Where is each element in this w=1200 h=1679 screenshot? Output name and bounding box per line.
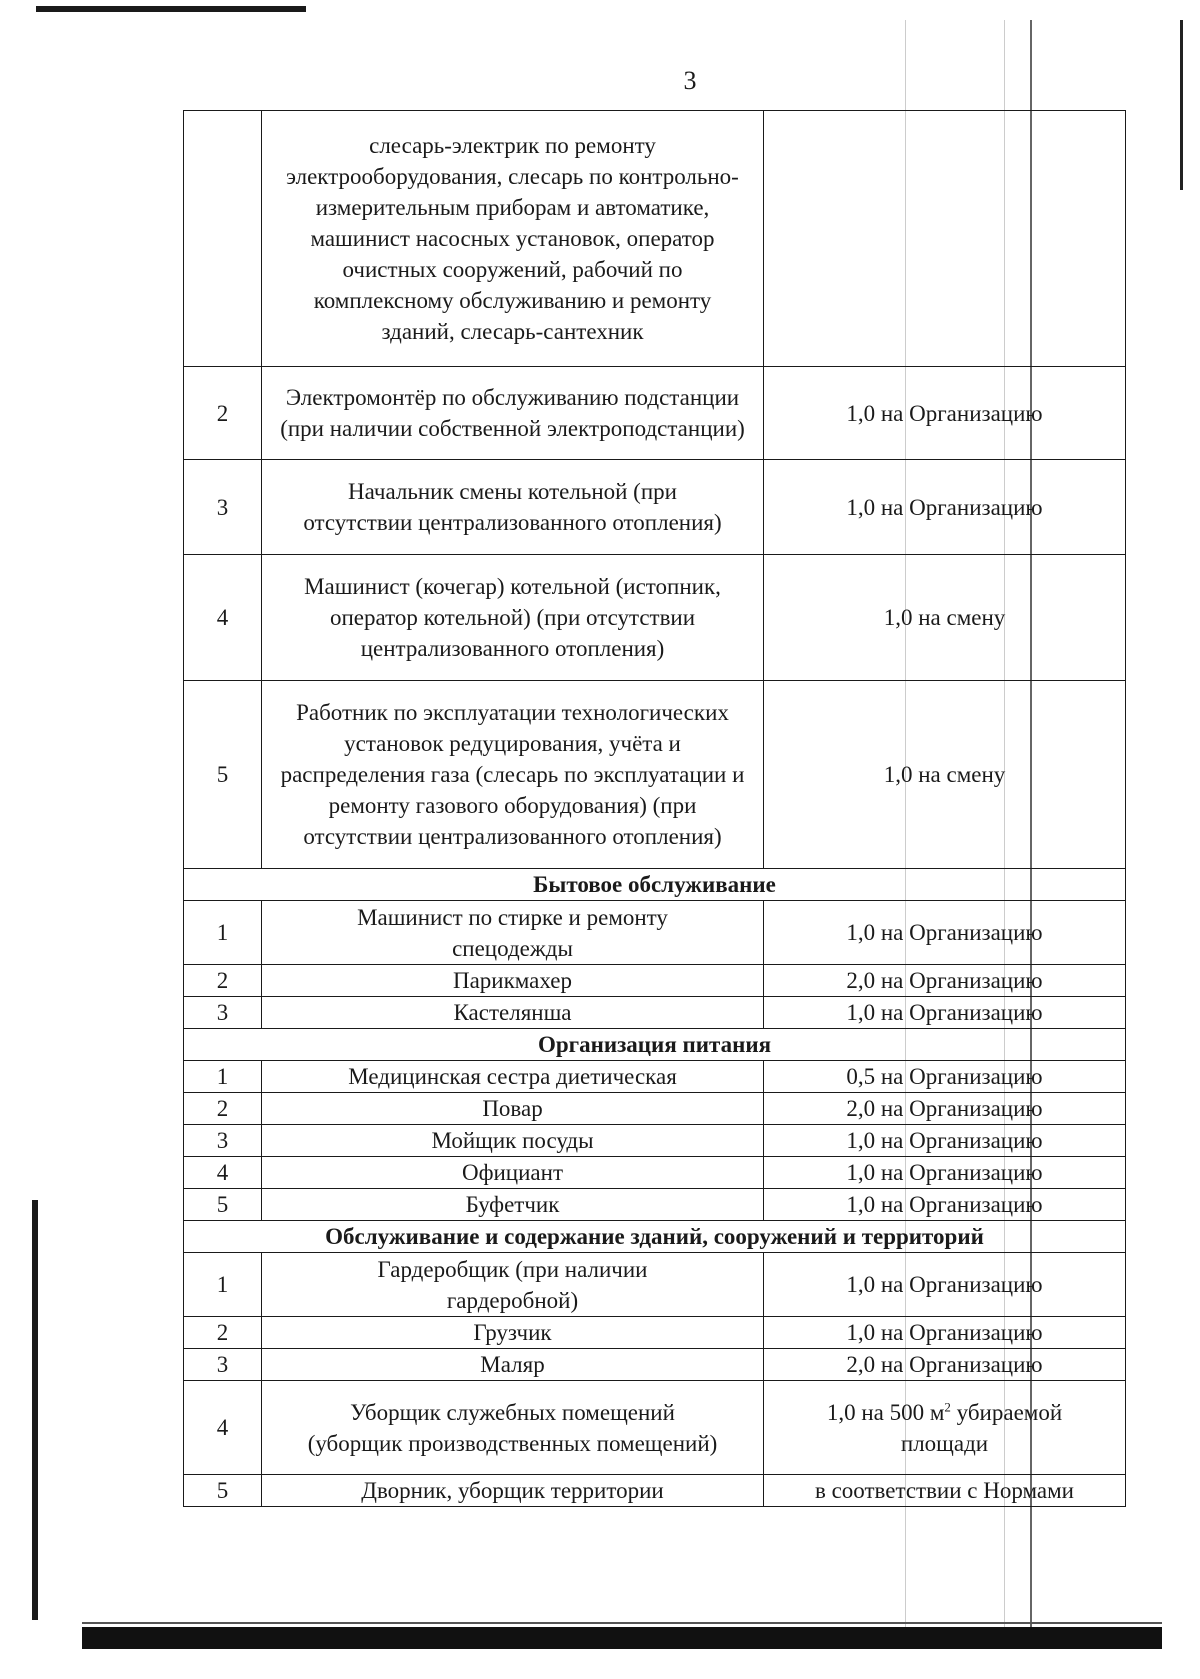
section-title: Бытовое обслуживание — [184, 869, 1126, 901]
norm-cell: 1,0 на Организацию — [764, 1253, 1126, 1317]
norm-cell: 1,0 на Организацию — [764, 460, 1126, 555]
row-number: 2 — [184, 965, 262, 997]
scan-artifact-bottom-thin — [82, 1622, 1162, 1624]
table-row — [184, 1157, 1126, 1189]
section-header-catering — [184, 1029, 1126, 1061]
table-row — [184, 965, 1126, 997]
scan-artifact-bottom-bar — [82, 1627, 1162, 1649]
position-cell: слесарь-электрик по ремонту электрооборудования, слесарь по контрольно-измерительным приборам и автоматике, машинист насосных установок, оператор очистных сооружений, рабочий по комплексному обслуживанию и ремонту зданий, слесарь-сантехник — [262, 111, 764, 367]
table-row — [184, 555, 1126, 681]
table-row — [184, 1061, 1126, 1093]
table-row — [184, 1189, 1126, 1221]
norm-cell: 1,0 на Организацию — [764, 367, 1126, 460]
scan-artifact-right-line — [1180, 20, 1183, 190]
position-cell: Буфетчик — [262, 1189, 764, 1221]
row-number: 2 — [184, 1093, 262, 1125]
norm-cell: 1,0 на Организацию — [764, 1157, 1126, 1189]
row-number: 1 — [184, 1061, 262, 1093]
norm-cell: 1,0 на Организацию — [764, 901, 1126, 965]
norm-cell: 2,0 на Организацию — [764, 965, 1126, 997]
row-number: 4 — [184, 555, 262, 681]
norm-main-text: 1,0 на 500 м — [826, 1399, 945, 1425]
table-row — [184, 681, 1126, 869]
position-cell: Электромонтёр по обслуживанию подстанции (при наличии собственной электроподстанции) — [262, 367, 764, 460]
table-row — [184, 367, 1126, 460]
position-cell: Машинист по стирке и ремонту спецодежды — [262, 901, 764, 965]
scan-artifact-top-bar — [36, 6, 306, 12]
row-number: 1 — [184, 901, 262, 965]
staff-norms-table — [183, 110, 1126, 1507]
position-cell: Медицинская сестра диетическая — [262, 1061, 764, 1093]
row-number: 3 — [184, 1349, 262, 1381]
norm-cell: в соответствии с Нормами — [764, 1475, 1126, 1507]
norm-cell: 2,0 на Организацию — [764, 1093, 1126, 1125]
row-number: 3 — [184, 1125, 262, 1157]
row-number: 3 — [184, 460, 262, 555]
norm-superscript: 2 — [944, 1398, 951, 1414]
section-header-household — [184, 869, 1126, 901]
norm-cell — [764, 111, 1126, 367]
table-row — [184, 1475, 1126, 1507]
position-cell: Машинист (кочегар) котельной (истопник, оператор котельной) (при отсутствии централизованного отопления) — [262, 555, 764, 681]
section-title: Обслуживание и содержание зданий, сооружений и территорий — [184, 1221, 1126, 1253]
section-header-maintenance — [184, 1221, 1126, 1253]
table-row — [184, 1381, 1126, 1475]
norm-cell — [764, 1381, 1126, 1475]
norm-cell: 1,0 на смену — [764, 681, 1126, 869]
norm-cell: 1,0 на Организацию — [764, 997, 1126, 1029]
position-cell: Гардеробщик (при наличии гардеробной) — [262, 1253, 764, 1317]
row-number: 5 — [184, 1475, 262, 1507]
table-row — [184, 997, 1126, 1029]
table-row — [184, 1125, 1126, 1157]
position-cell: Дворник, уборщик территории — [262, 1475, 764, 1507]
position-cell: Грузчик — [262, 1317, 764, 1349]
position-cell: Маляр — [262, 1349, 764, 1381]
table-row — [184, 901, 1126, 965]
row-number: 2 — [184, 1317, 262, 1349]
position-cell: Официант — [262, 1157, 764, 1189]
position-cell: Начальник смены котельной (при отсутствии централизованного отопления) — [262, 460, 764, 555]
position-cell: Парикмахер — [262, 965, 764, 997]
position-cell: Повар — [262, 1093, 764, 1125]
norm-tail-text: убираемой площади — [900, 1399, 1063, 1456]
row-number: 4 — [184, 1157, 262, 1189]
position-cell: Мойщик посуды — [262, 1125, 764, 1157]
norm-cell: 2,0 на Организацию — [764, 1349, 1126, 1381]
table-row — [184, 460, 1126, 555]
norm-cell: 1,0 на Организацию — [764, 1125, 1126, 1157]
position-cell: Уборщик служебных помещений (уборщик производственных помещений) — [262, 1381, 764, 1475]
page-number: 3 — [683, 66, 697, 95]
norm-cell: 1,0 на Организацию — [764, 1317, 1126, 1349]
table-row — [184, 1093, 1126, 1125]
row-number: 5 — [184, 681, 262, 869]
table-row — [184, 1349, 1126, 1381]
norm-cell: 1,0 на смену — [764, 555, 1126, 681]
norm-cell: 0,5 на Организацию — [764, 1061, 1126, 1093]
row-number: 1 — [184, 1253, 262, 1317]
row-number: 5 — [184, 1189, 262, 1221]
table-row — [184, 111, 1126, 367]
row-number: 3 — [184, 997, 262, 1029]
row-number: 2 — [184, 367, 262, 460]
row-number — [184, 111, 262, 367]
section-title: Организация питания — [184, 1029, 1126, 1061]
table-row — [184, 1253, 1126, 1317]
table-row — [184, 1317, 1126, 1349]
norm-cell: 1,0 на Организацию — [764, 1189, 1126, 1221]
position-cell: Кастелянша — [262, 997, 764, 1029]
position-cell: Работник по эксплуатации технологических установок редуцирования, учёта и распределения газа (слесарь по эксплуатации и ремонту газового оборудования) (при отсутствии централизованного отопления) — [262, 681, 764, 869]
scan-artifact-left-bar — [32, 1200, 38, 1620]
row-number: 4 — [184, 1381, 262, 1475]
